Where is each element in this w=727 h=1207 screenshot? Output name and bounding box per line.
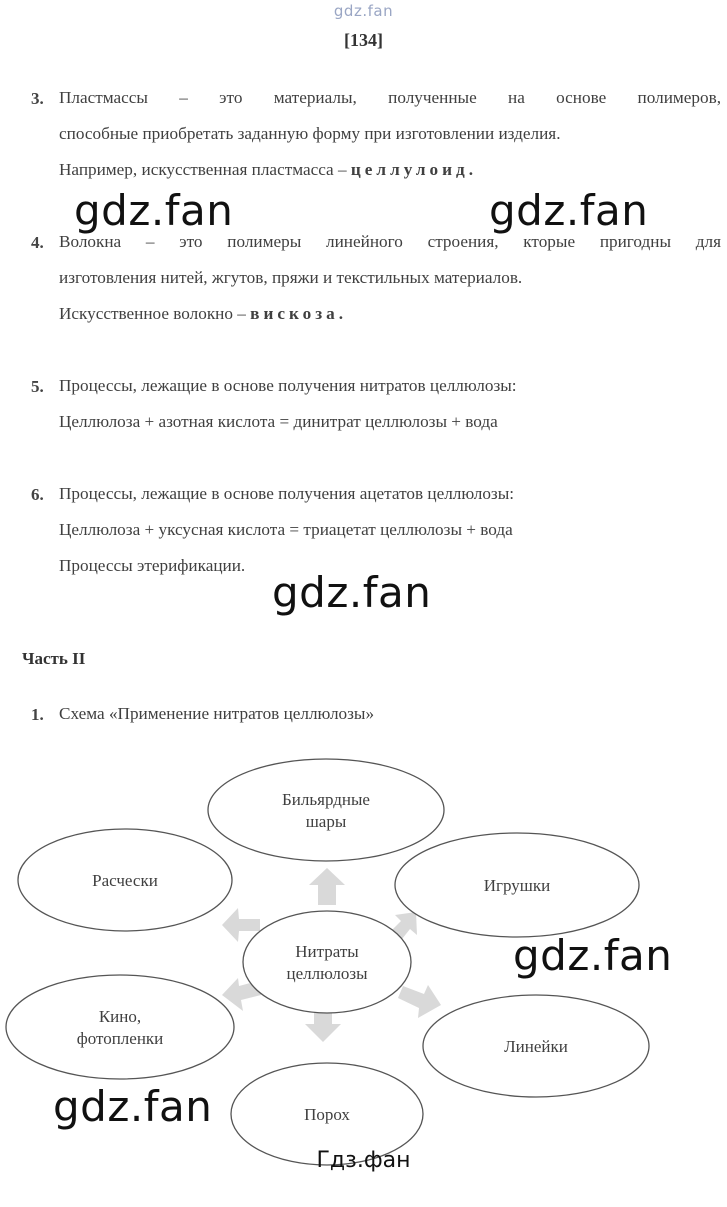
node-label: Бильярдные xyxy=(282,790,370,809)
site-watermark-top: gdz.fan xyxy=(333,2,394,20)
node-center xyxy=(243,911,411,1013)
scheme-number: 1. xyxy=(31,705,44,724)
footer-watermark: Гдз.фан xyxy=(316,1148,411,1173)
section-title: Часть II xyxy=(22,649,86,668)
item-line: Пластмассы – это материалы, полученные на основе полимеров, xyxy=(59,88,721,107)
watermark: gdz.fan xyxy=(272,568,432,617)
node-label: шары xyxy=(305,812,347,831)
item-line: способные приобретать заданную форму при изготовлении изделия. xyxy=(59,124,561,143)
answer-term: целлулоид. xyxy=(350,160,478,179)
item-line: Волокна – это полимеры линейного строения, кторые пригодны для xyxy=(59,232,721,251)
arrow-down-gunpowder xyxy=(305,1012,341,1042)
node-label: фотопленки xyxy=(76,1029,164,1048)
item-number: 4. xyxy=(31,233,44,252)
item-line: Целлюлоза + уксусная кислота = триацетат целлюлозы + вода xyxy=(59,520,513,539)
item-number: 5. xyxy=(31,377,44,396)
node-film xyxy=(6,975,234,1079)
answer-term: вискоза. xyxy=(250,304,348,323)
page-number: [134] xyxy=(344,30,383,50)
item-line: Процессы этерификации. xyxy=(59,556,246,575)
watermark: gdz.fan xyxy=(513,931,673,980)
item-line: Процессы, лежащие в основе получения нитратов целлюлозы: xyxy=(59,376,517,395)
arrow-up-billiard xyxy=(309,868,345,905)
node-label: целлюлозы xyxy=(286,964,368,983)
node-label: Нитраты xyxy=(295,942,359,961)
node-label: Расчески xyxy=(92,871,158,890)
watermark: gdz.fan xyxy=(53,1082,213,1131)
item-line: изготовления нитей, жгутов, пряжи и текстильных материалов. xyxy=(59,268,523,287)
watermark: gdz.fan xyxy=(489,186,649,235)
item-line: Процессы, лежащие в основе получения ацетатов целлюлозы: xyxy=(59,484,515,503)
node-label: Порох xyxy=(304,1105,350,1124)
item-number: 6. xyxy=(31,485,44,504)
item-line: Целлюлоза + азотная кислота = динитрат целлюлозы + вода xyxy=(59,412,498,431)
answer-prefix: Например, искусственная пластмасса – xyxy=(59,160,347,179)
watermark: gdz.fan xyxy=(74,186,234,235)
arrow-to-rulers xyxy=(398,985,441,1018)
node-label: Кино, xyxy=(98,1007,142,1026)
node-label: Линейки xyxy=(504,1037,568,1056)
scheme-title: Схема «Применение нитратов целлюлозы» xyxy=(59,704,375,723)
item-number: 3. xyxy=(31,89,44,108)
answer-prefix: Искусственное волокно – xyxy=(59,304,246,323)
node-billiard-balls xyxy=(208,759,444,861)
node-label: Игрушки xyxy=(483,876,551,895)
